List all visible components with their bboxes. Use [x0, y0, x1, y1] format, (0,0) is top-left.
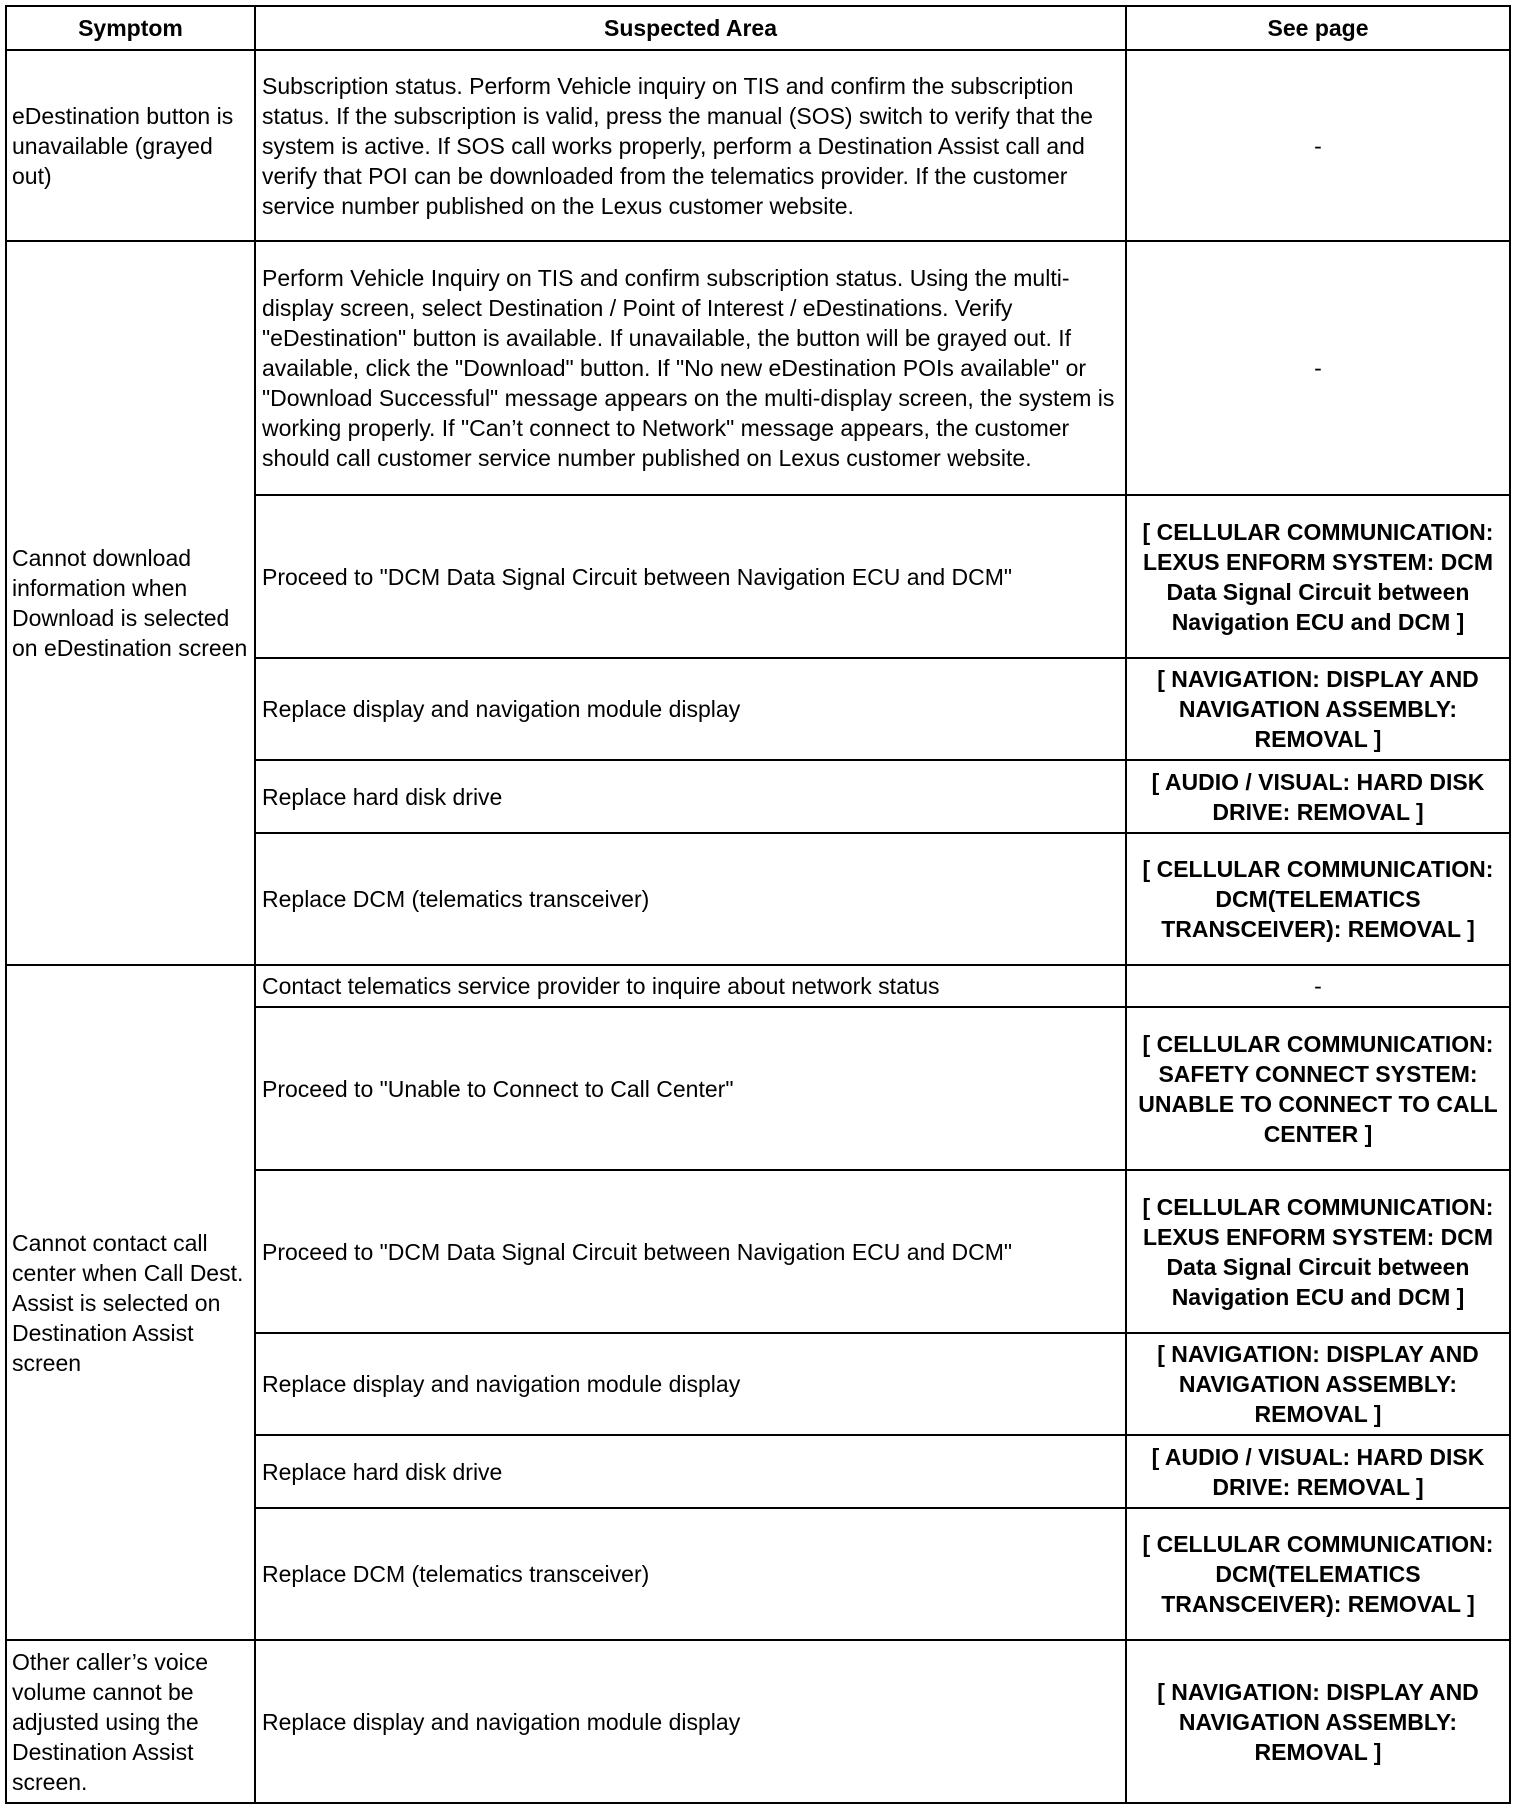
see-page-link[interactable]: [ NAVIGATION: DISPLAY AND NAVIGATION ASSEMBLY: REMOVAL ] [1126, 1640, 1510, 1803]
troubleshooting-table [5, 5, 1511, 1804]
header-see-page: See page [1126, 6, 1510, 50]
table-row [6, 1640, 1510, 1803]
see-page-cell: - [1126, 50, 1510, 241]
header-symptom: Symptom [6, 6, 255, 50]
table-row [6, 50, 1510, 241]
see-page-cell: - [1126, 241, 1510, 495]
see-page-link[interactable]: [ CELLULAR COMMUNICATION: SAFETY CONNECT SYSTEM: UNABLE TO CONNECT TO CALL CENTER ] [1126, 1007, 1510, 1170]
suspected-area-cell: Subscription status. Perform Vehicle inquiry on TIS and confirm the subscription status. If the subscription is valid, press the manual (SOS) switch to verify that the system is active. If SOS call works properly, perform a Destination Assist call and verify that POI can be downloaded from the telematics provider. If the customer service number published on the Lexus customer website. [255, 50, 1126, 241]
symptom-cell: eDestination button is unavailable (grayed out) [6, 50, 255, 241]
see-page-link[interactable]: [ CELLULAR COMMUNICATION: LEXUS ENFORM SYSTEM: DCM Data Signal Circuit between Navigation ECU and DCM ] [1126, 1170, 1510, 1333]
see-page-cell: - [1126, 965, 1510, 1007]
suspected-area-cell: Replace display and navigation module display [255, 1640, 1126, 1803]
see-page-link[interactable]: [ CELLULAR COMMUNICATION: DCM(TELEMATICS TRANSCEIVER): REMOVAL ] [1126, 1508, 1510, 1640]
see-page-link[interactable]: [ NAVIGATION: DISPLAY AND NAVIGATION ASSEMBLY: REMOVAL ] [1126, 1333, 1510, 1435]
symptom-cell: Cannot download information when Download is selected on eDestination screen [6, 241, 255, 965]
suspected-area-cell: Contact telematics service provider to inquire about network status [255, 965, 1126, 1007]
suspected-area-cell: Proceed to "Unable to Connect to Call Center" [255, 1007, 1126, 1170]
see-page-link[interactable]: [ CELLULAR COMMUNICATION: LEXUS ENFORM SYSTEM: DCM Data Signal Circuit between Navigation ECU and DCM ] [1126, 495, 1510, 658]
symptom-cell: Other caller’s voice volume cannot be adjusted using the Destination Assist screen. [6, 1640, 255, 1803]
header-suspected-area: Suspected Area [255, 6, 1126, 50]
see-page-link[interactable]: [ CELLULAR COMMUNICATION: DCM(TELEMATICS TRANSCEIVER): REMOVAL ] [1126, 833, 1510, 965]
suspected-area-cell: Proceed to "DCM Data Signal Circuit between Navigation ECU and DCM" [255, 495, 1126, 658]
see-page-link[interactable]: [ AUDIO / VISUAL: HARD DISK DRIVE: REMOVAL ] [1126, 1435, 1510, 1508]
suspected-area-cell: Replace display and navigation module display [255, 658, 1126, 760]
symptom-cell: Cannot contact call center when Call Dest. Assist is selected on Destination Assist screen [6, 965, 255, 1640]
see-page-link[interactable]: [ NAVIGATION: DISPLAY AND NAVIGATION ASSEMBLY: REMOVAL ] [1126, 658, 1510, 760]
table-row [6, 241, 1510, 495]
suspected-area-cell: Replace hard disk drive [255, 760, 1126, 833]
suspected-area-cell: Replace hard disk drive [255, 1435, 1126, 1508]
suspected-area-cell: Replace display and navigation module display [255, 1333, 1126, 1435]
suspected-area-cell: Perform Vehicle Inquiry on TIS and confirm subscription status. Using the multi-display screen, select Destination / Point of Interest / eDestinations. Verify "eDestination" button is available. If unavailable, the button will be grayed out. If available, click the "Download" button. If "No new eDestination POIs available" or "Download Successful" message appears on the multi-display screen, the system is working properly. If "Can’t connect to Network" message appears, the customer should call customer service number published on Lexus customer website. [255, 241, 1126, 495]
suspected-area-cell: Replace DCM (telematics transceiver) [255, 833, 1126, 965]
see-page-link[interactable]: [ AUDIO / VISUAL: HARD DISK DRIVE: REMOVAL ] [1126, 760, 1510, 833]
suspected-area-cell: Replace DCM (telematics transceiver) [255, 1508, 1126, 1640]
table-row [6, 965, 1510, 1007]
troubleshooting-table-container [5, 5, 1511, 1804]
header-row [6, 6, 1510, 50]
suspected-area-cell: Proceed to "DCM Data Signal Circuit between Navigation ECU and DCM" [255, 1170, 1126, 1333]
